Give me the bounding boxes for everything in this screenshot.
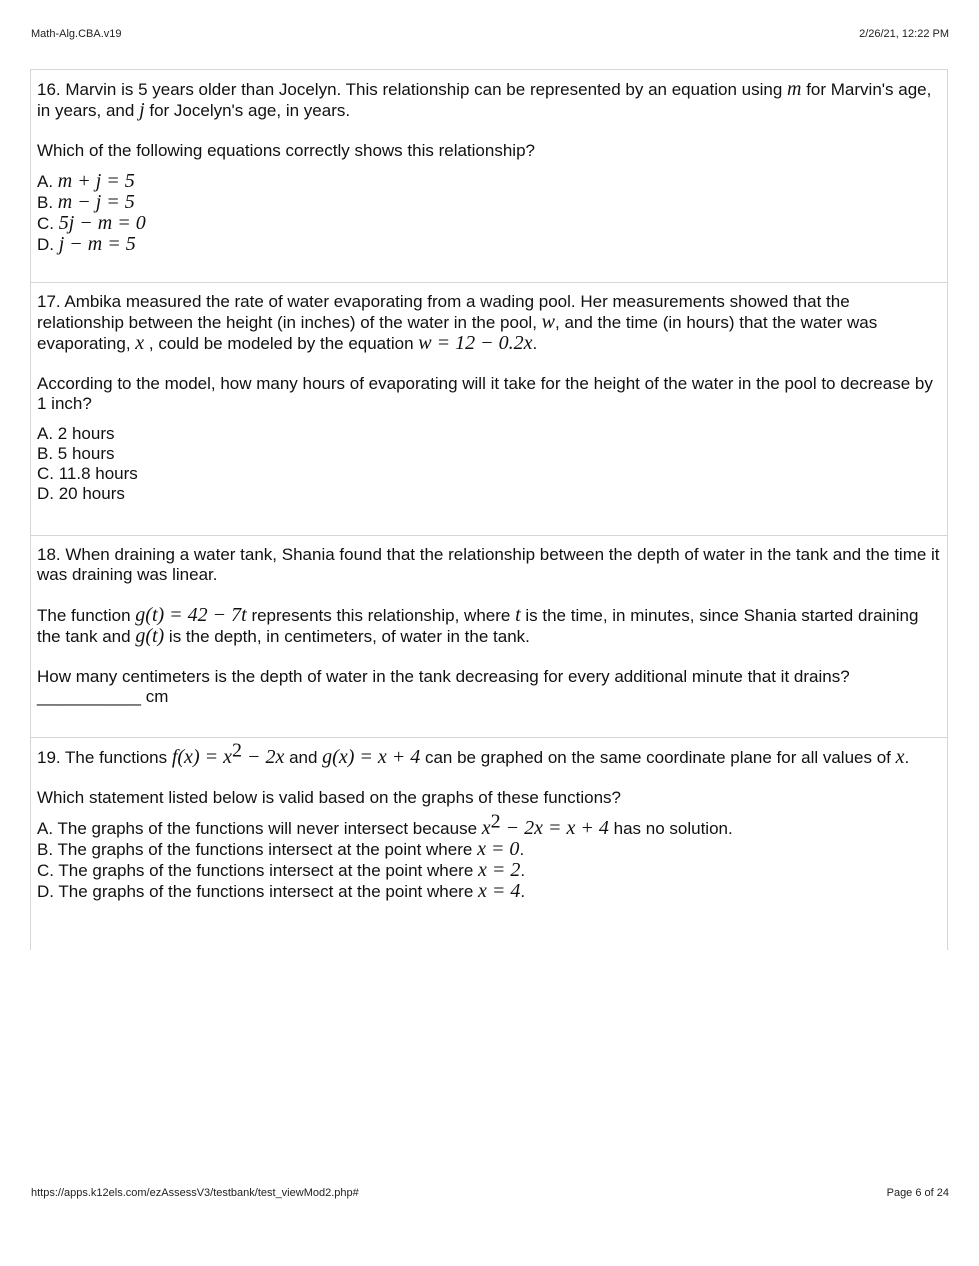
answer-option	[37, 484, 941, 504]
math-expression: g(t) = 42 − 7t	[135, 604, 247, 626]
text-segment: 19. The functions	[37, 748, 172, 767]
text-segment: D. 20 hours	[37, 484, 125, 503]
text-segment: A. The graphs of the functions will never intersect because	[37, 819, 482, 838]
question-paragraph	[37, 292, 941, 354]
text-segment: for Marvin's age, in years, and	[37, 80, 932, 120]
text-segment: B. 5 hours	[37, 444, 115, 463]
answer-option	[37, 881, 941, 902]
text-segment: ___________ cm	[37, 687, 169, 706]
answer-option	[37, 464, 941, 484]
question-list	[30, 69, 948, 950]
answer-option	[37, 810, 941, 839]
header-doc-title: Math-Alg.CBA.v19	[31, 28, 122, 40]
question-16	[30, 69, 948, 282]
math-expression: x = 4	[478, 880, 521, 902]
answer-option	[37, 192, 941, 213]
text-segment: D.	[37, 235, 59, 254]
math-superscript: 2	[490, 810, 501, 833]
header-timestamp: 2/26/21, 12:22 PM	[859, 28, 949, 40]
answer-options	[37, 424, 941, 504]
text-segment: .	[532, 334, 538, 353]
text-segment: How many centimeters is the depth of water in the tank decreasing for every additional minute that it drains?	[37, 667, 850, 686]
answer-option	[37, 234, 941, 255]
text-segment: C. 11.8 hours	[37, 464, 138, 483]
answer-option	[37, 860, 941, 881]
text-segment: B. The graphs of the functions intersect at the point where	[37, 840, 478, 859]
text-segment: B.	[37, 193, 58, 212]
footer-page-number: Page 6 of 24	[886, 1187, 949, 1199]
text-segment: 16. Marvin is 5 years older than Jocelyn. This relationship can be represented by an equation using	[37, 80, 788, 99]
math-expression: x = 0	[477, 838, 520, 860]
question-paragraph	[37, 374, 941, 414]
question-paragraph	[37, 667, 941, 707]
question-paragraph	[37, 79, 941, 121]
math-expression: j − m = 5	[58, 233, 136, 255]
text-segment: , and the time (in hours) that the water was evaporating,	[37, 313, 878, 353]
question-19	[30, 737, 948, 950]
question-18	[30, 535, 948, 737]
answer-option	[37, 424, 941, 444]
math-expression: g(t)	[135, 625, 165, 647]
text-segment: can be graphed on the same coordinate plane for all values of	[420, 748, 896, 767]
text-segment: Which of the following equations correctly shows this relationship?	[37, 141, 535, 160]
text-segment: D. The graphs of the functions intersect at the point where	[37, 882, 478, 901]
math-expression: x	[895, 746, 905, 768]
text-segment: 17. Ambika measured the rate of water evaporating from a wading pool. Her measurements showed that the relationship between the height (in inches) of the water in the pool,	[37, 292, 850, 332]
math-expression: m − j = 5	[57, 191, 135, 213]
question-paragraph	[37, 739, 941, 768]
text-segment: has no solution.	[608, 819, 733, 838]
question-paragraph	[37, 788, 941, 808]
text-segment: is the time, in minutes, since Shania started draining the tank and	[37, 606, 919, 646]
footer-url: https://apps.k12els.com/ezAssessV3/testbank/test_viewMod2.php#	[31, 1187, 359, 1199]
text-segment: The function	[37, 606, 136, 625]
text-segment: According to the model, how many hours of evaporating will it take for the height of the water in the pool to decrease by 1 inch?	[37, 374, 933, 413]
text-segment: 18. When draining a water tank, Shania found that the relationship between the depth of water in the tank and the time it was draining was linear.	[37, 545, 940, 584]
math-expression: 5j − m = 0	[58, 212, 146, 234]
math-expression: w	[541, 311, 555, 333]
text-segment: .	[904, 748, 910, 767]
math-expression: m + j = 5	[57, 170, 135, 192]
text-segment: represents this relationship, where	[246, 606, 516, 625]
math-expression: f(x) = x	[171, 746, 232, 768]
math-expression: g(x) = x + 4	[322, 746, 421, 768]
answer-option	[37, 213, 941, 234]
question-paragraph	[37, 141, 941, 161]
text-segment: .	[519, 840, 525, 859]
answer-option	[37, 171, 941, 192]
answer-options	[37, 810, 941, 902]
text-segment: for Jocelyn's age, in years.	[144, 101, 351, 120]
math-expression: t	[515, 604, 521, 626]
math-expression: − 2x = x + 4	[500, 817, 609, 839]
text-segment: C.	[37, 214, 59, 233]
answer-option	[37, 444, 941, 464]
answer-option	[37, 839, 941, 860]
math-superscript: 2	[231, 739, 242, 762]
math-expression: x	[481, 817, 491, 839]
text-segment: and	[284, 748, 323, 767]
question-paragraph	[37, 545, 941, 585]
text-segment: is the depth, in centimeters, of water in the tank.	[164, 627, 530, 646]
answer-options	[37, 171, 941, 255]
text-segment: Which statement listed below is valid based on the graphs of these functions?	[37, 788, 622, 807]
text-segment: , could be modeled by the equation	[144, 334, 419, 353]
text-segment: C. The graphs of the functions intersect at the point where	[37, 861, 478, 880]
math-expression: w = 12 − 0.2x	[418, 332, 533, 354]
math-expression: x	[135, 332, 145, 354]
math-expression: j	[139, 99, 145, 121]
text-segment: A.	[37, 172, 58, 191]
text-segment: .	[520, 882, 526, 901]
text-segment: .	[520, 861, 526, 880]
question-17	[30, 282, 948, 535]
question-paragraph	[37, 605, 941, 647]
math-expression: m	[787, 78, 802, 100]
text-segment: A. 2 hours	[37, 424, 115, 443]
math-expression: − 2x	[241, 746, 285, 768]
math-expression: x = 2	[478, 859, 521, 881]
